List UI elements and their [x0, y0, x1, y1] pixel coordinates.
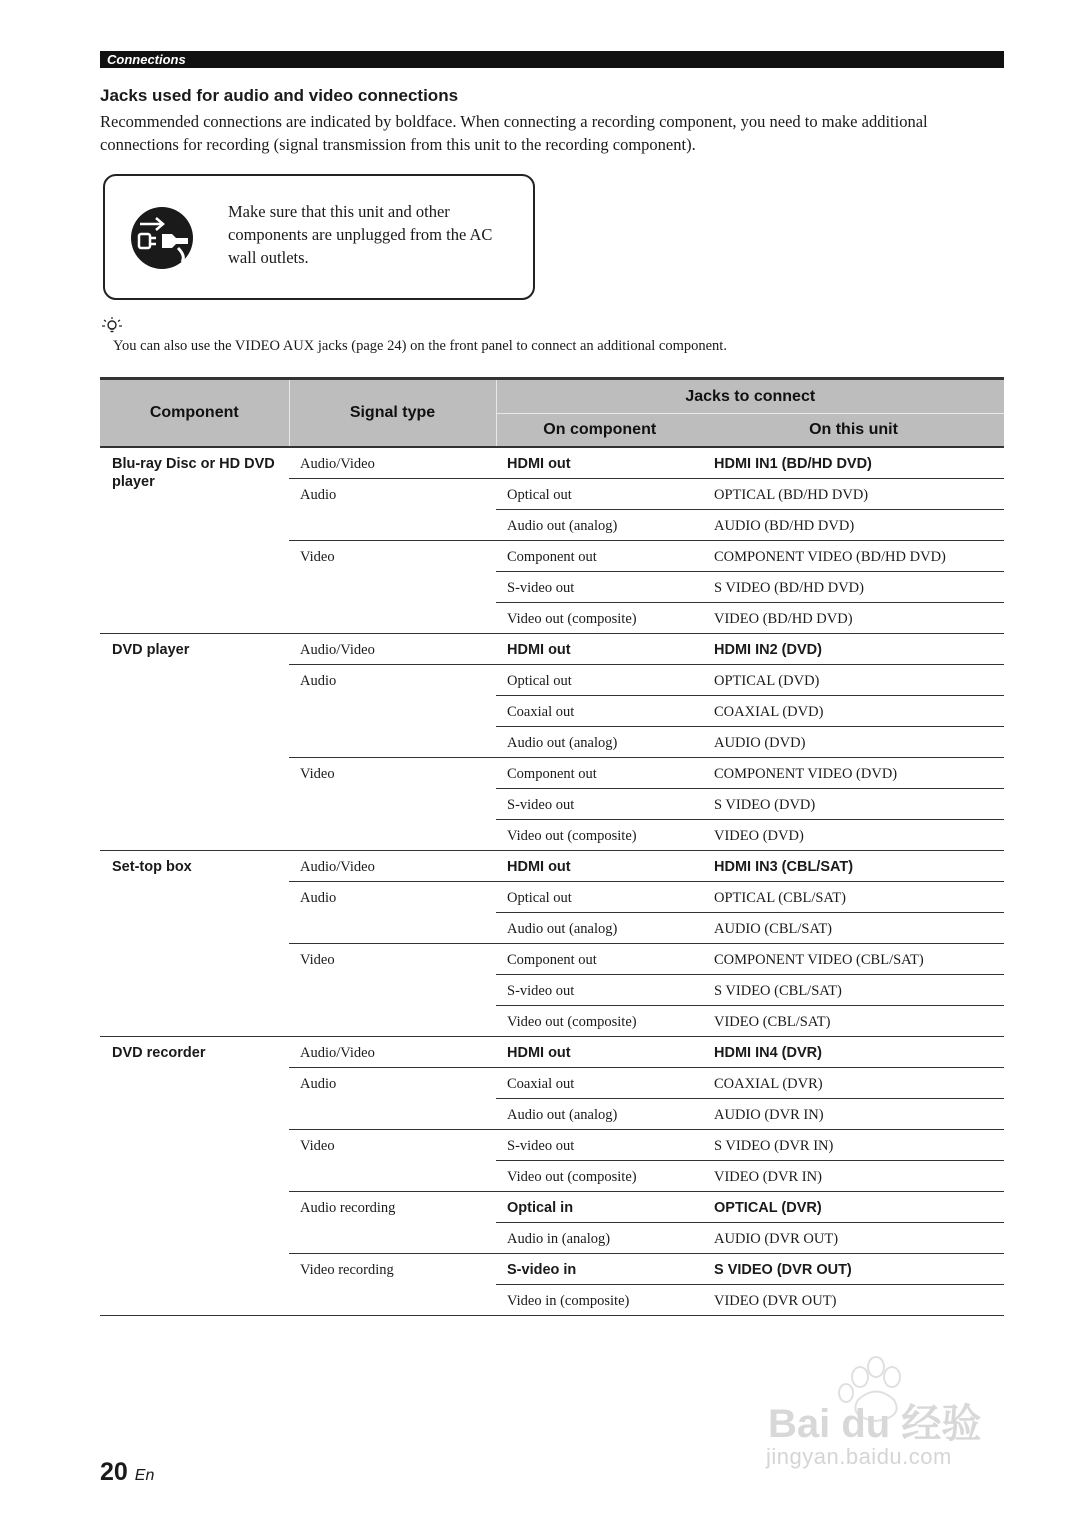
- on-component-cell: S-video out: [496, 1129, 703, 1160]
- page-number-value: 20: [100, 1458, 128, 1486]
- jacks-table-body: [100, 447, 1004, 1315]
- caution-text: Make sure that this unit and other components are unplugged from the AC wall outlets.: [228, 202, 493, 267]
- intro-paragraph: Recommended connections are indicated by boldface. When connecting a recording component, you need to make additional connections for recording (signal transmission from this unit to the recording component).: [100, 112, 928, 154]
- on-component-cell: S-video out: [496, 788, 703, 819]
- header-on-this-unit: On this unit: [703, 414, 1004, 448]
- on-this-unit-cell: COMPONENT VIDEO (CBL/SAT): [703, 943, 1004, 974]
- on-component-cell: Component out: [496, 943, 703, 974]
- on-this-unit-cell: S VIDEO (CBL/SAT): [703, 974, 1004, 1005]
- on-component-cell: Optical out: [496, 881, 703, 912]
- on-this-unit-cell: VIDEO (CBL/SAT): [703, 1005, 1004, 1036]
- signal-type-cell: Video recording: [289, 1253, 496, 1315]
- on-this-unit-cell: AUDIO (DVR IN): [703, 1098, 1004, 1129]
- on-this-unit-cell: OPTICAL (DVR): [703, 1191, 1004, 1222]
- header-jacks-to-connect: Jacks to connect: [496, 379, 1004, 414]
- component-cell: DVD recorder: [100, 1036, 289, 1315]
- on-component-cell: Coaxial out: [496, 695, 703, 726]
- table-row: [100, 850, 1004, 881]
- on-component-cell: S-video in: [496, 1253, 703, 1284]
- unplug-icon: [130, 204, 194, 272]
- on-component-cell: Video out (composite): [496, 1005, 703, 1036]
- on-component-cell: Optical out: [496, 664, 703, 695]
- on-this-unit-cell: AUDIO (DVR OUT): [703, 1222, 1004, 1253]
- on-this-unit-cell: S VIDEO (DVD): [703, 788, 1004, 819]
- on-component-cell: HDMI out: [496, 633, 703, 664]
- on-component-cell: Coaxial out: [496, 1067, 703, 1098]
- on-this-unit-cell: COMPONENT VIDEO (BD/HD DVD): [703, 540, 1004, 571]
- signal-type-cell: Audio: [289, 881, 496, 943]
- on-this-unit-cell: S VIDEO (DVR IN): [703, 1129, 1004, 1160]
- table-row: [100, 1036, 1004, 1067]
- on-component-cell: Audio out (analog): [496, 509, 703, 540]
- on-this-unit-cell: COMPONENT VIDEO (DVD): [703, 757, 1004, 788]
- signal-type-cell: Audio: [289, 664, 496, 757]
- on-this-unit-cell: S VIDEO (DVR OUT): [703, 1253, 1004, 1284]
- on-this-unit-cell: HDMI IN1 (BD/HD DVD): [714, 456, 872, 472]
- on-this-unit-cell: COAXIAL (DVR): [703, 1067, 1004, 1098]
- on-this-unit-cell: AUDIO (BD/HD DVD): [703, 509, 1004, 540]
- signal-type-cell: Audio: [289, 1067, 496, 1129]
- watermark-logo: Bai du 经验: [768, 1402, 982, 1446]
- table-row: [100, 633, 1004, 664]
- signal-type-cell: Audio/Video: [300, 456, 375, 472]
- component-cell: DVD player: [100, 633, 289, 850]
- signal-type-cell: Video: [289, 1129, 496, 1191]
- component-cell: Set-top box: [100, 850, 289, 1036]
- signal-type-cell: Audio: [289, 478, 496, 540]
- on-component-cell: HDMI out: [496, 1036, 703, 1067]
- signal-type-cell: Video: [289, 943, 496, 1036]
- tip-text: You can also use the VIDEO AUX jacks (page 24) on the front panel to connect an additional component.: [113, 338, 727, 354]
- on-this-unit-cell: VIDEO (BD/HD DVD): [703, 602, 1004, 633]
- on-component-cell: Video out (composite): [496, 1160, 703, 1191]
- on-component-cell: S-video out: [496, 974, 703, 1005]
- on-component-cell: Optical out: [496, 478, 703, 509]
- on-this-unit-cell: VIDEO (DVR OUT): [703, 1284, 1004, 1315]
- page-language: En: [134, 1467, 155, 1484]
- on-this-unit-cell: HDMI IN4 (DVR): [703, 1036, 1004, 1067]
- header-signal-type: Signal type: [289, 379, 496, 448]
- on-component-cell: Component out: [496, 540, 703, 571]
- on-this-unit-cell: S VIDEO (BD/HD DVD): [703, 571, 1004, 602]
- on-component-cell: Audio out (analog): [496, 1098, 703, 1129]
- on-this-unit-cell: VIDEO (DVD): [703, 819, 1004, 850]
- on-component-cell: Audio in (analog): [496, 1222, 703, 1253]
- section-label: Connections: [100, 51, 1004, 68]
- on-component-cell: Audio out (analog): [496, 726, 703, 757]
- on-component-cell: Video in (composite): [496, 1284, 703, 1315]
- signal-type-cell: Audio/Video: [289, 1036, 496, 1067]
- on-component-cell: HDMI out: [496, 850, 703, 881]
- page-number: [100, 1457, 154, 1491]
- on-this-unit-cell: COAXIAL (DVD): [703, 695, 1004, 726]
- signal-type-cell: Video: [289, 757, 496, 850]
- signal-type-cell: Video: [289, 540, 496, 633]
- on-this-unit-cell: HDMI IN3 (CBL/SAT): [703, 850, 1004, 881]
- on-this-unit-cell: HDMI IN2 (DVD): [703, 633, 1004, 664]
- on-component-cell: HDMI out: [507, 456, 571, 472]
- table-row: [100, 447, 1004, 478]
- on-component-cell: Audio out (analog): [496, 912, 703, 943]
- on-component-cell: Optical in: [496, 1191, 703, 1222]
- on-component-cell: Video out (composite): [496, 602, 703, 633]
- signal-type-cell: Audio recording: [289, 1191, 496, 1253]
- watermark-url: jingyan.baidu.com: [766, 1444, 952, 1469]
- on-component-cell: S-video out: [496, 571, 703, 602]
- header-on-component: On component: [496, 414, 703, 448]
- signal-type-cell: Audio/Video: [289, 633, 496, 664]
- page-heading: Jacks used for audio and video connections: [100, 86, 459, 105]
- on-component-cell: Video out (composite): [496, 819, 703, 850]
- on-this-unit-cell: VIDEO (DVR IN): [703, 1160, 1004, 1191]
- on-this-unit-cell: AUDIO (DVD): [703, 726, 1004, 757]
- lightbulb-icon: [100, 316, 124, 334]
- component-cell: Blu-ray Disc or HD DVD player: [112, 456, 275, 490]
- on-this-unit-cell: AUDIO (CBL/SAT): [703, 912, 1004, 943]
- jacks-table: [100, 377, 1004, 1316]
- caution-box: [103, 174, 535, 300]
- on-this-unit-cell: OPTICAL (CBL/SAT): [703, 881, 1004, 912]
- on-component-cell: Component out: [496, 757, 703, 788]
- on-this-unit-cell: OPTICAL (DVD): [703, 664, 1004, 695]
- signal-type-cell: Audio/Video: [289, 850, 496, 881]
- header-component: Component: [100, 379, 289, 448]
- on-this-unit-cell: OPTICAL (BD/HD DVD): [703, 478, 1004, 509]
